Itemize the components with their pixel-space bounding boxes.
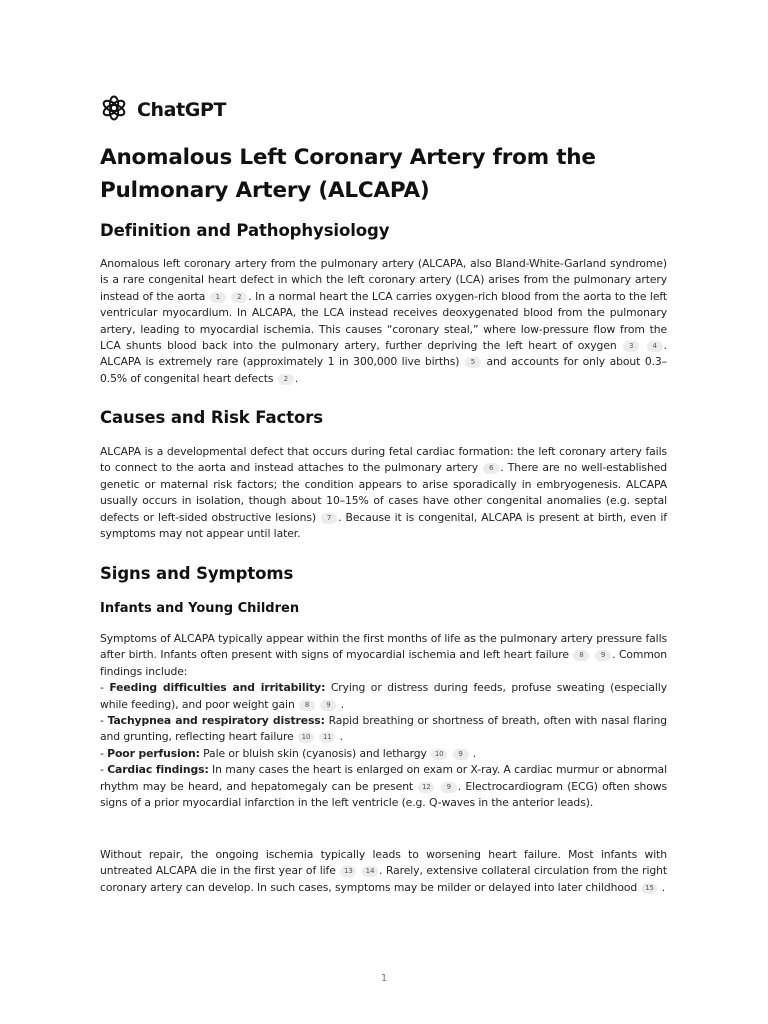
citation-badge[interactable]: 2 <box>231 292 247 303</box>
list-item-label: Cardiac findings: <box>107 763 209 777</box>
text: . Common findings include: <box>100 648 667 678</box>
section-heading-signs: Signs and Symptoms <box>100 564 294 583</box>
text: . Rarely, extensive collateral circulation from the right coronary artery can develop. In such cases, symptoms may be milder or delayed into later childhood <box>100 864 667 894</box>
citation-badge[interactable]: 9 <box>441 782 457 793</box>
text: . There are no well-established genetic or maternal risk factors; the condition appears to arise sporadically in embryogenesis. ALCAPA usually occurs in isolation, though about 10–15% of cases have other congenital anomalies (e.g. septal defects or left-sided obstructive lesions) <box>100 461 667 524</box>
text: . Because it is congenital, ALCAPA is present at birth, even if symptoms may not appear until later. <box>100 510 667 541</box>
section-heading-definition: Definition and Pathophysiology <box>100 221 390 240</box>
text: . <box>661 880 666 894</box>
citation-badge[interactable]: 1 <box>210 292 226 303</box>
text: Pale or bluish skin (cyanosis) and lethargy <box>199 746 427 760</box>
citation-badge[interactable]: 5 <box>465 357 481 368</box>
citation-badge[interactable]: 15 <box>641 883 657 894</box>
openai-logo-icon <box>100 94 128 126</box>
list-item-feeding <box>100 680 667 713</box>
text: . <box>294 371 299 385</box>
citation-badge[interactable]: 9 <box>320 700 336 711</box>
paragraph-outcome <box>100 847 667 896</box>
text: Rapid breathing or shortness of breath, often with nasal flaring and grunting, reflecting heart failure <box>100 714 667 744</box>
text: In many cases the heart is enlarged on exam or X-ray. A cardiac murmur or abnormal rhythm may be heard, and hepatomegaly can be present <box>100 763 667 793</box>
citation-badge[interactable]: 13 <box>340 866 356 877</box>
text: . ALCAPA is extremely rare (approximately 1 in 300,000 live births) <box>100 339 667 369</box>
citation-badge[interactable]: 2 <box>278 374 294 385</box>
list-dash: - <box>100 763 108 777</box>
section-heading-causes: Causes and Risk Factors <box>100 408 324 427</box>
citation-badge[interactable]: 10 <box>298 732 314 743</box>
citation-badge[interactable]: 14 <box>362 866 378 877</box>
list-item-tachypnea <box>100 713 667 746</box>
page-number: 1 <box>380 973 388 984</box>
citation-badge[interactable]: 8 <box>573 650 589 661</box>
document-title: Anomalous Left Coronary Artery from the Pulmonary Artery (ALCAPA) <box>100 145 596 203</box>
list-dash: - <box>100 681 110 695</box>
text: Anomalous left coronary artery from the pulmonary artery (ALCAPA, also Bland-White-Garland syndrome) is a rare congenital heart defect in which the left coronary artery (LCA) arises from the pulmonary artery instead of the aorta <box>100 257 667 303</box>
citation-badge[interactable]: 11 <box>319 732 335 743</box>
text: . <box>472 746 477 760</box>
text: . <box>340 697 345 711</box>
citation-badge[interactable]: 4 <box>647 341 663 352</box>
paragraph-definition <box>100 256 667 387</box>
paragraph-causes <box>100 444 667 542</box>
list-item-label: Tachypnea and respiratory distress: <box>107 714 325 728</box>
citation-badge[interactable]: 3 <box>623 341 639 352</box>
citation-badge[interactable]: 9 <box>595 650 611 661</box>
citation-badge[interactable]: 7 <box>321 513 337 524</box>
paragraph-signs <box>100 631 667 811</box>
text: . Electrocardiogram (ECG) often shows signs of a prior myocardial infarction in the left ventricle (e.g. Q-waves in the anterior leads). <box>100 779 667 810</box>
list-item-label: Feeding difficulties and irritability: <box>109 681 326 695</box>
list-dash: - <box>100 746 108 760</box>
text: . <box>339 730 343 744</box>
citation-badge[interactable]: 8 <box>299 700 315 711</box>
text: Without repair, the ongoing ischemia typically leads to worsening heart failure. Most infants with untreated ALCAPA die in the first year of life <box>100 848 667 878</box>
list-item-cardiac <box>100 762 667 811</box>
text: ALCAPA is a developmental defect that occurs during fetal cardiac formation: the left coronary artery fails to connect to the aorta and instead attaches to the pulmonary artery <box>100 445 667 475</box>
citation-badge[interactable]: 12 <box>418 782 434 793</box>
text: Crying or distress during feeds, profuse sweating (especially while feeding), and poor weight gain <box>100 681 667 711</box>
citation-badge[interactable]: 10 <box>431 749 447 760</box>
list-dash: - <box>100 714 108 728</box>
text: Symptoms of ALCAPA typically appear within the first months of life as the pulmonary artery pressure falls after birth. Infants often present with signs of myocardial ischemia and left heart failure <box>100 632 667 662</box>
list-item-perfusion <box>100 746 667 762</box>
list-item-label: Poor perfusion: <box>107 746 200 760</box>
brand-header <box>100 94 226 126</box>
brand-name: ChatGPT <box>137 99 227 121</box>
text: and accounts for only about 0.3–0.5% of congenital heart defects <box>100 355 667 385</box>
citation-badge[interactable]: 9 <box>453 749 469 760</box>
text: . In a normal heart the LCA carries oxygen-rich blood from the aorta to the left ventricular myocardium. In ALCAPA, the LCA instead receives deoxygenated blood from the pulmonary artery, leading to myocardial ischemia. This causes “coronary steal,” where low-pressure flow from the LCA shunts blood back into the pulmonary artery, further depriving the left heart of oxygen <box>100 289 668 353</box>
citation-badge[interactable]: 6 <box>483 463 499 474</box>
subsection-heading-infants: Infants and Young Children <box>100 601 300 616</box>
